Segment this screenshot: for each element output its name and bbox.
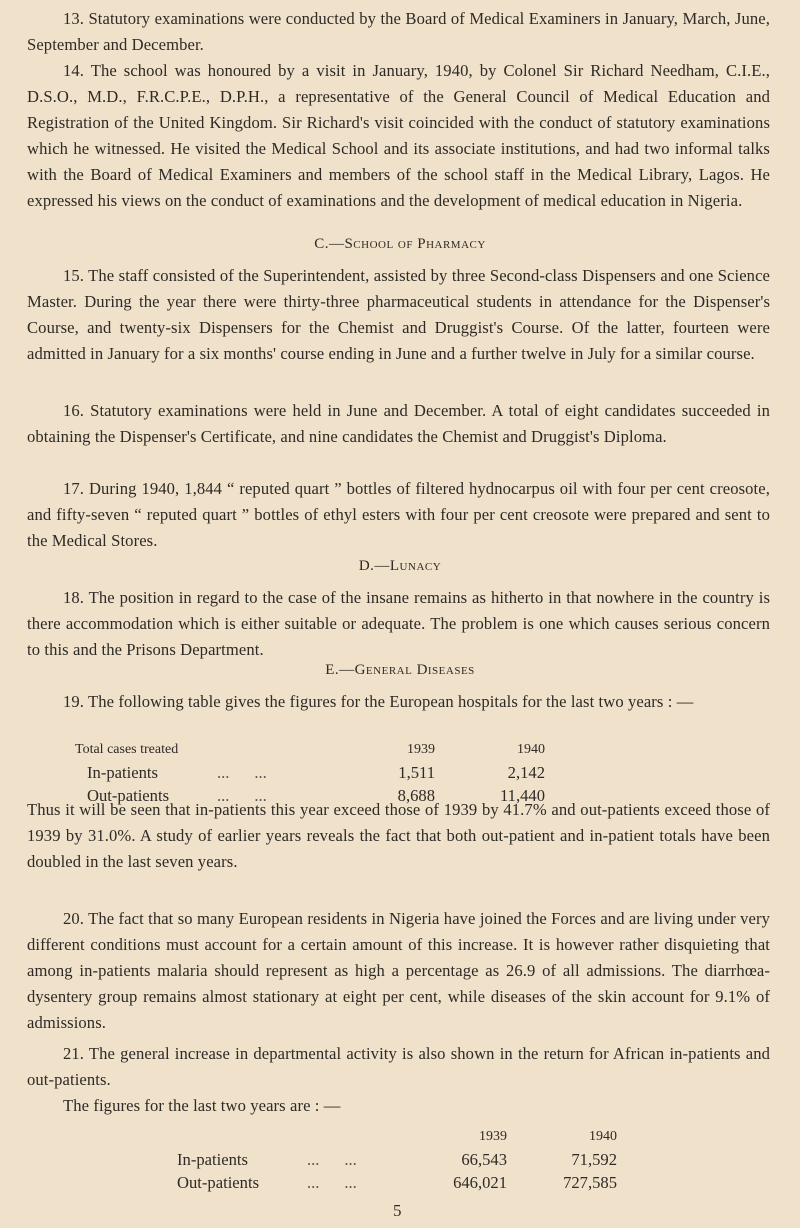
table-header-row	[75, 738, 545, 761]
row-label: Out-patients	[87, 786, 170, 805]
value-1939: 1,511	[398, 763, 435, 782]
row-label: Out-patients	[177, 1173, 260, 1192]
paragraph-16: 16. Statutory examinations were held in June and December. A total of eight candidates succeeded in obtaining the Dispenser's Certificate, and nine candidates the Chemist and Druggist's Diploma.	[27, 401, 770, 446]
leader-dots: ... ...	[217, 763, 267, 782]
value-1940: 2,142	[507, 763, 545, 782]
paragraph-13: 13. Statutory examinations were conducted by the Board of Medical Examiners in January, March, June, September and December.	[27, 9, 770, 54]
value-1940: 727,585	[563, 1173, 617, 1192]
paragraph-15: 15. The staff consisted of the Superintendent, assisted by three Second-class Dispensers and one Science Master. During the year there were thirty-three pharmaceutical students in attendance for the Dispenser's Course, and twenty-six Dispensers for the Chemist and Druggist's Course. Of the latter, fourteen were admitted in January for a six months' course ending in June and a further twelve in July for a similar course.	[27, 266, 770, 363]
table-header-row	[177, 1125, 617, 1148]
value-1939: 646,021	[453, 1173, 507, 1192]
year-1939: 1939	[407, 742, 435, 757]
leader-dots: ... ...	[217, 786, 267, 805]
african-patients-table	[177, 1125, 617, 1194]
table-row	[75, 761, 545, 784]
leader-dots: ... ...	[307, 1173, 357, 1192]
page-number: 5	[393, 1201, 402, 1220]
value-1940: 11,440	[499, 786, 545, 805]
heading-text: D.—Lunacy	[358, 558, 442, 574]
section-heading-d	[0, 558, 800, 575]
row-label: In-patients	[87, 763, 158, 782]
table-row	[177, 1171, 617, 1194]
year-1939: 1939	[479, 1129, 507, 1144]
heading-text: C.—School of Pharmacy	[314, 236, 486, 252]
value-1940: 71,592	[571, 1150, 617, 1169]
value-1939: 8,688	[397, 786, 435, 805]
row-label: In-patients	[177, 1150, 248, 1169]
year-1940: 1940	[589, 1129, 617, 1144]
paragraph-19: 19. The following table gives the figures for the European hospitals for the last two years : —	[63, 692, 694, 711]
leader-dots: ... ...	[307, 1150, 357, 1169]
value-1939: 66,543	[461, 1150, 507, 1169]
paragraph-14: 14. The school was honoured by a visit in January, 1940, by Colonel Sir Richard Needham, C.I.E., D.S.O., M.D., F.R.C.P.E., D.P.H., a representative of the General Council of Medical Education and Registration of the United Kingdom. Sir Richard's visit coincided with the conduct of statutory examinations which he witnessed. He visited the Medical School and its associate institutions, and had two informal talks with the Board of Medical Examiners and members of the school staff in the Medical Library, Lagos. He expressed his views on the conduct of examinations and the development of medical education in Nigeria.	[27, 61, 770, 210]
paragraph-21-continued: The figures for the last two years are : —	[63, 1096, 341, 1115]
table-row	[177, 1148, 617, 1171]
table-header: Total cases treated	[75, 742, 179, 757]
paragraph-17: 17. During 1940, 1,844 “ reputed quart ” bottles of filtered hydnocarpus oil with four per cent creosote, and fifty-seven “ reputed quart ” bottles of ethyl esters with four per cent creosote were prepared and sent to the Medical Stores.	[27, 479, 770, 550]
paragraph-19-continued: Thus it will be seen that in-patients this year exceed those of 1939 by 41.7% and out-patients exceed those of 1939 by 31.0%. A study of earlier years reveals the fact that both out-patient and in-patient totals have been doubled in the last seven years.	[27, 800, 770, 871]
heading-text: E.—General Diseases	[325, 662, 475, 678]
paragraph-18: 18. The position in regard to the case of the insane remains as hitherto in that nowhere in the country is there accommodation which is either suitable or adequate. The problem is one which causes serious concern to this and the Prisons Department.	[27, 588, 770, 659]
year-1940: 1940	[517, 742, 545, 757]
section-heading-e	[0, 662, 800, 679]
paragraph-21: 21. The general increase in departmental activity is also shown in the return for African in-patients and out-patients.	[27, 1044, 770, 1089]
paragraph-20: 20. The fact that so many European residents in Nigeria have joined the Forces and are living under very different conditions must account for a certain amount of this increase. It is however rather disquieting that among in-patients malaria should represent as high a percentage as 26.9 of all admissions. The diarrhœa-dysentery group remains almost stationary at eight per cent, while diseases of the skin account for 9.1% of admissions.	[27, 909, 770, 1032]
section-heading-c	[0, 236, 800, 253]
